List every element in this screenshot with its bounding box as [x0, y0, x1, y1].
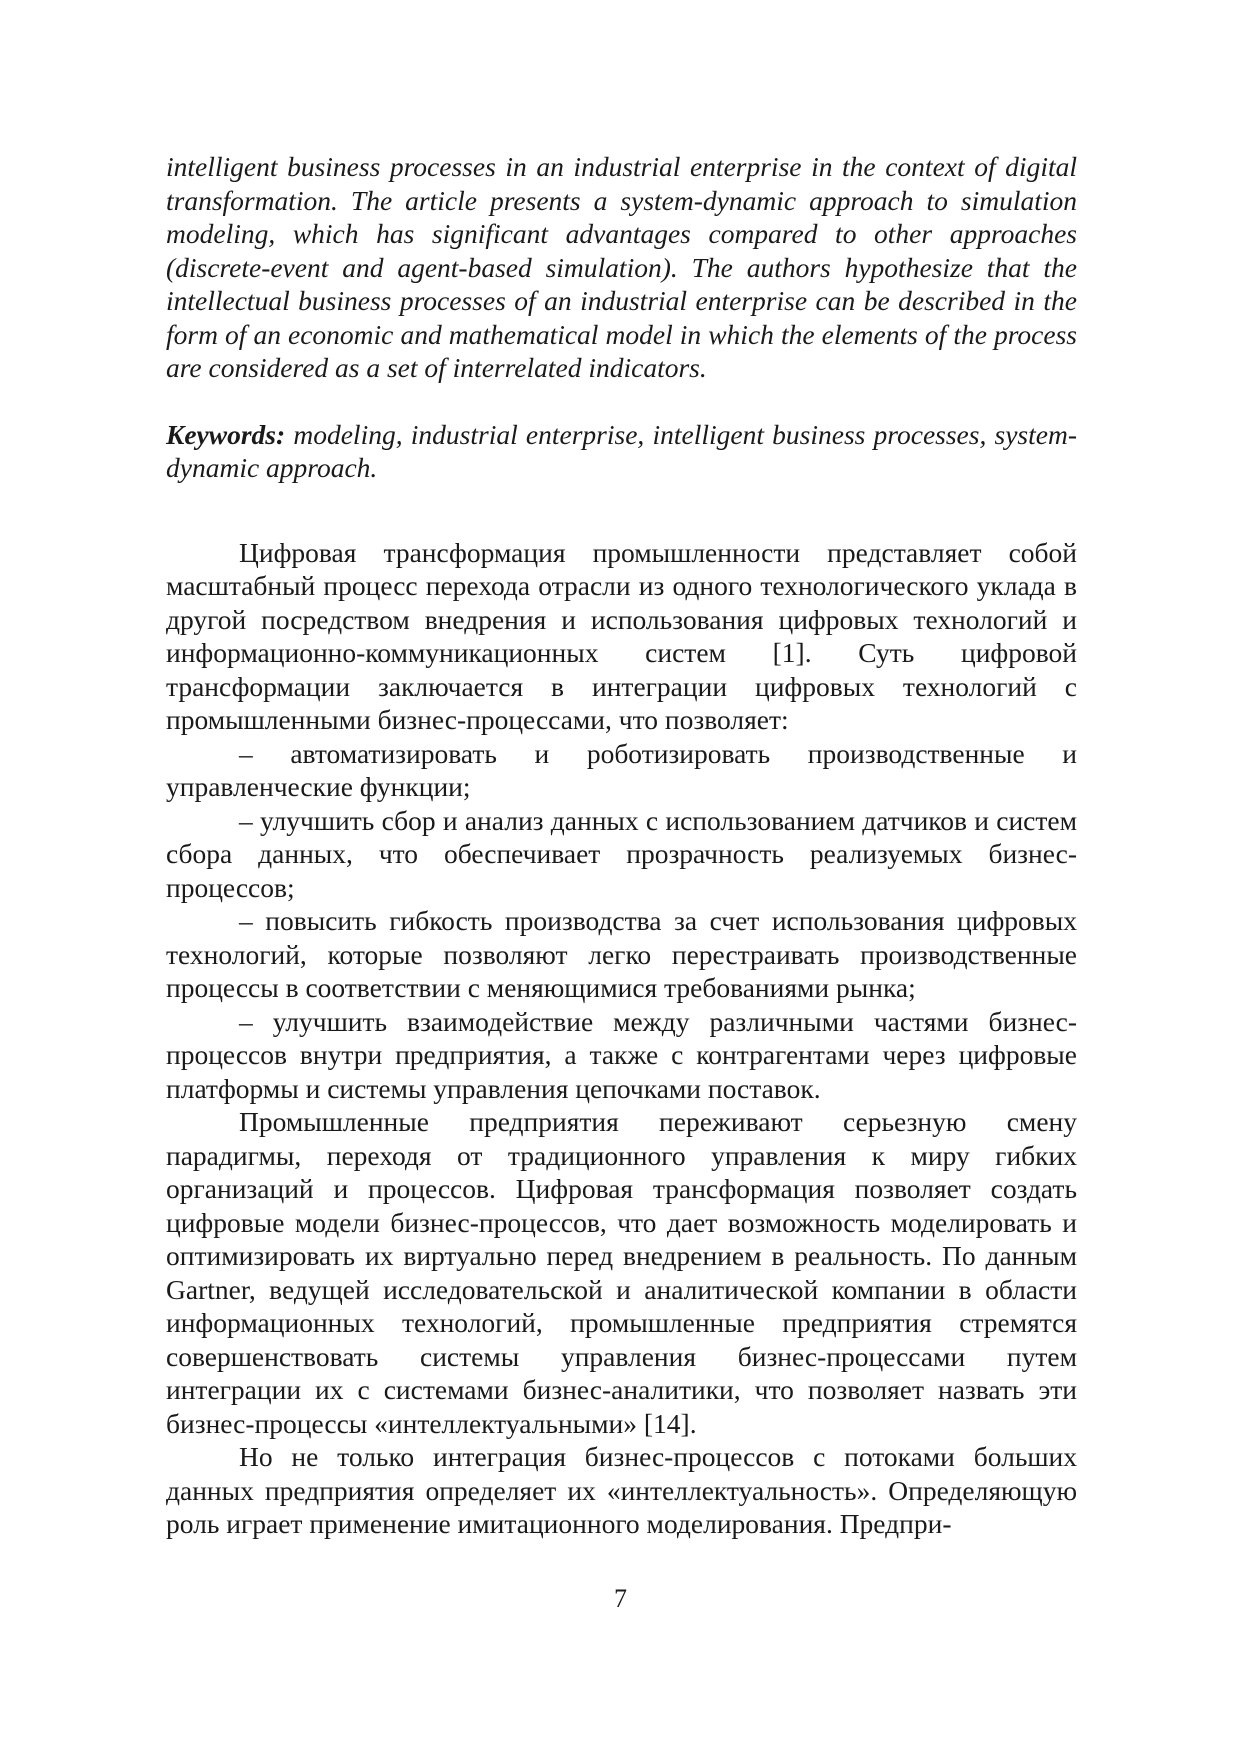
paragraph-intro: Цифровая трансформация промышленности представляет собой масштабный процесс перехода отрасли из одного технологического уклада в другой посредством внедрения и использования цифровых технологий и информационно-коммуникационных систем [1]. Суть цифровой трансформации заключается в интеграции цифровых технологий с промышленными бизнес-процессами, что позволяет: [166, 536, 1077, 735]
body-text [166, 536, 1077, 1541]
page-number: 7 [614, 1584, 627, 1613]
abstract-text: intelligent business processes in an industrial enterprise in the context of digital transformation. The article presents a system-dynamic approach to simulation modeling, which has significant advantages compared to other approaches (discrete-event and agent-based simulation). The authors hypothesize that the intellectual business processes of an industrial enterprise can be described in the form of an economic and mathematical model in which the elements of the process are considered as a set of interrelated indicators. [166, 151, 1077, 383]
page-content [166, 150, 1077, 1541]
list-item-automate: – автоматизировать и роботизировать производственные и управленческие функции; [166, 737, 1077, 802]
keywords-label: Keywords: [166, 418, 286, 450]
list-item-interaction: – улучшить взаимодействие между различными частями бизнес-процессов внутри предприятия, а также с контрагентами через цифровые платформы и системы управления цепочками поставок. [166, 1005, 1077, 1104]
keywords-line [166, 418, 1077, 485]
paragraph-paradigm: Промышленные предприятия переживают серьезную смену парадигмы, переходя от традиционного управления к миру гибких организаций и процессов. Цифровая трансформация позволяет создать цифровые модели бизнес-процессов, что дает возможность моделировать и оптимизировать их виртуально перед внедрением в реальность. По данным Gartner, ведущей исследовательской и аналитической компании в области информационных технологий, промышленные предприятия стремятся совершенствовать системы управления бизнес-процессами путем интеграции их с системами бизнес-аналитики, что позволяет назвать эти бизнес-процессы «интеллектуальными» [14]. [166, 1106, 1077, 1439]
list-item-flexibility: – повысить гибкость производства за счет использования цифровых технологий, которые позволяют легко перестраивать производственные процессы в соответствии с меняющимися требованиями рынка; [166, 905, 1077, 1003]
keywords-text: modeling, industrial enterprise, intelligent business processes, system-dynamic approach. [166, 418, 1077, 483]
paragraph-intelligence: Но не только интеграция бизнес-процессов с потоками больших данных предприятия определяет их «интеллектуальность». Определяющую роль играет применение имитационного моделирования. Предпри- [166, 1441, 1077, 1539]
list-item-data-collection: – улучшить сбор и анализ данных с использованием датчиков и систем сбора данных, что обеспечивает прозрачность реализуемых бизнес-процессов; [166, 804, 1077, 903]
